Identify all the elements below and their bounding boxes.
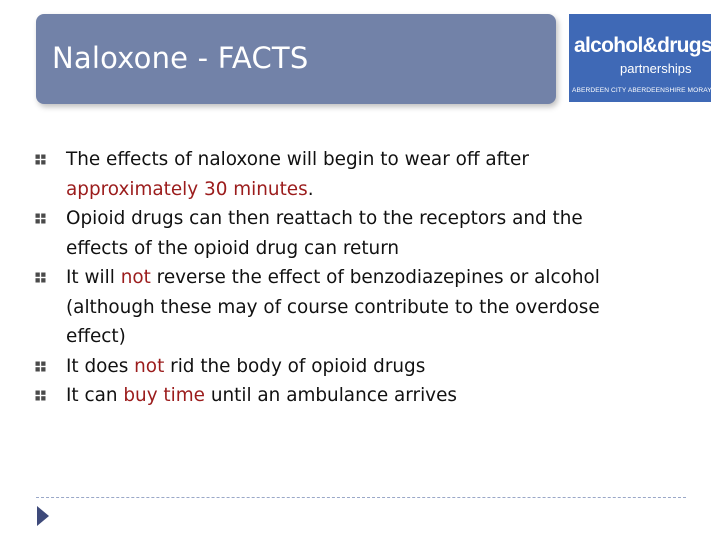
logo-name: alcohol&drugs [574, 34, 712, 57]
bullet-highlight: not [120, 267, 151, 288]
bullet-item [33, 381, 643, 411]
bullet-highlight: approximately 30 minutes [66, 178, 308, 200]
square-bullet-icon [33, 263, 49, 293]
bullet-highlight: buy time [123, 385, 205, 406]
bullet-text-part: The effects of naloxone will begin to wear off after [66, 149, 529, 170]
bullet-text-part: . [307, 178, 314, 200]
partnership-logo [569, 14, 711, 102]
square-bullet-icon [33, 381, 49, 411]
bullet-text-part: Opioid drugs can then reattach to the receptors and the effects of the opioid drug can return [66, 208, 583, 259]
square-bullet-icon [33, 145, 49, 175]
bullet-item [33, 145, 643, 204]
bullet-text-part: rid the body of opioid drugs [164, 355, 426, 377]
slide-title: Naloxone - FACTS [52, 41, 309, 75]
bullet-text-part: It does [66, 355, 135, 377]
slide-title-bar [36, 14, 556, 104]
bullet-highlight: not [134, 355, 165, 377]
logo-subtitle: partnerships [620, 61, 692, 76]
square-bullet-icon [33, 204, 49, 234]
footer-divider [36, 497, 686, 498]
bullet-text-part: It will [66, 267, 121, 288]
bullet-text-part: until an ambulance arrives [204, 385, 457, 406]
bullet-text-part: It can [66, 385, 124, 406]
bullet-item [33, 204, 643, 263]
logo-regions: ABERDEEN CITY ABERDEENSHIRE MORAY [572, 87, 712, 94]
bullet-text-part: reverse the effect of benzodiazepines or alcohol (although these may of course contribute to the overdose effect) [66, 267, 600, 347]
square-bullet-icon [33, 352, 49, 382]
bullet-item [33, 352, 643, 382]
bullet-item [33, 263, 643, 352]
triangle-right-icon[interactable] [36, 505, 50, 532]
bullet-list [33, 145, 643, 411]
